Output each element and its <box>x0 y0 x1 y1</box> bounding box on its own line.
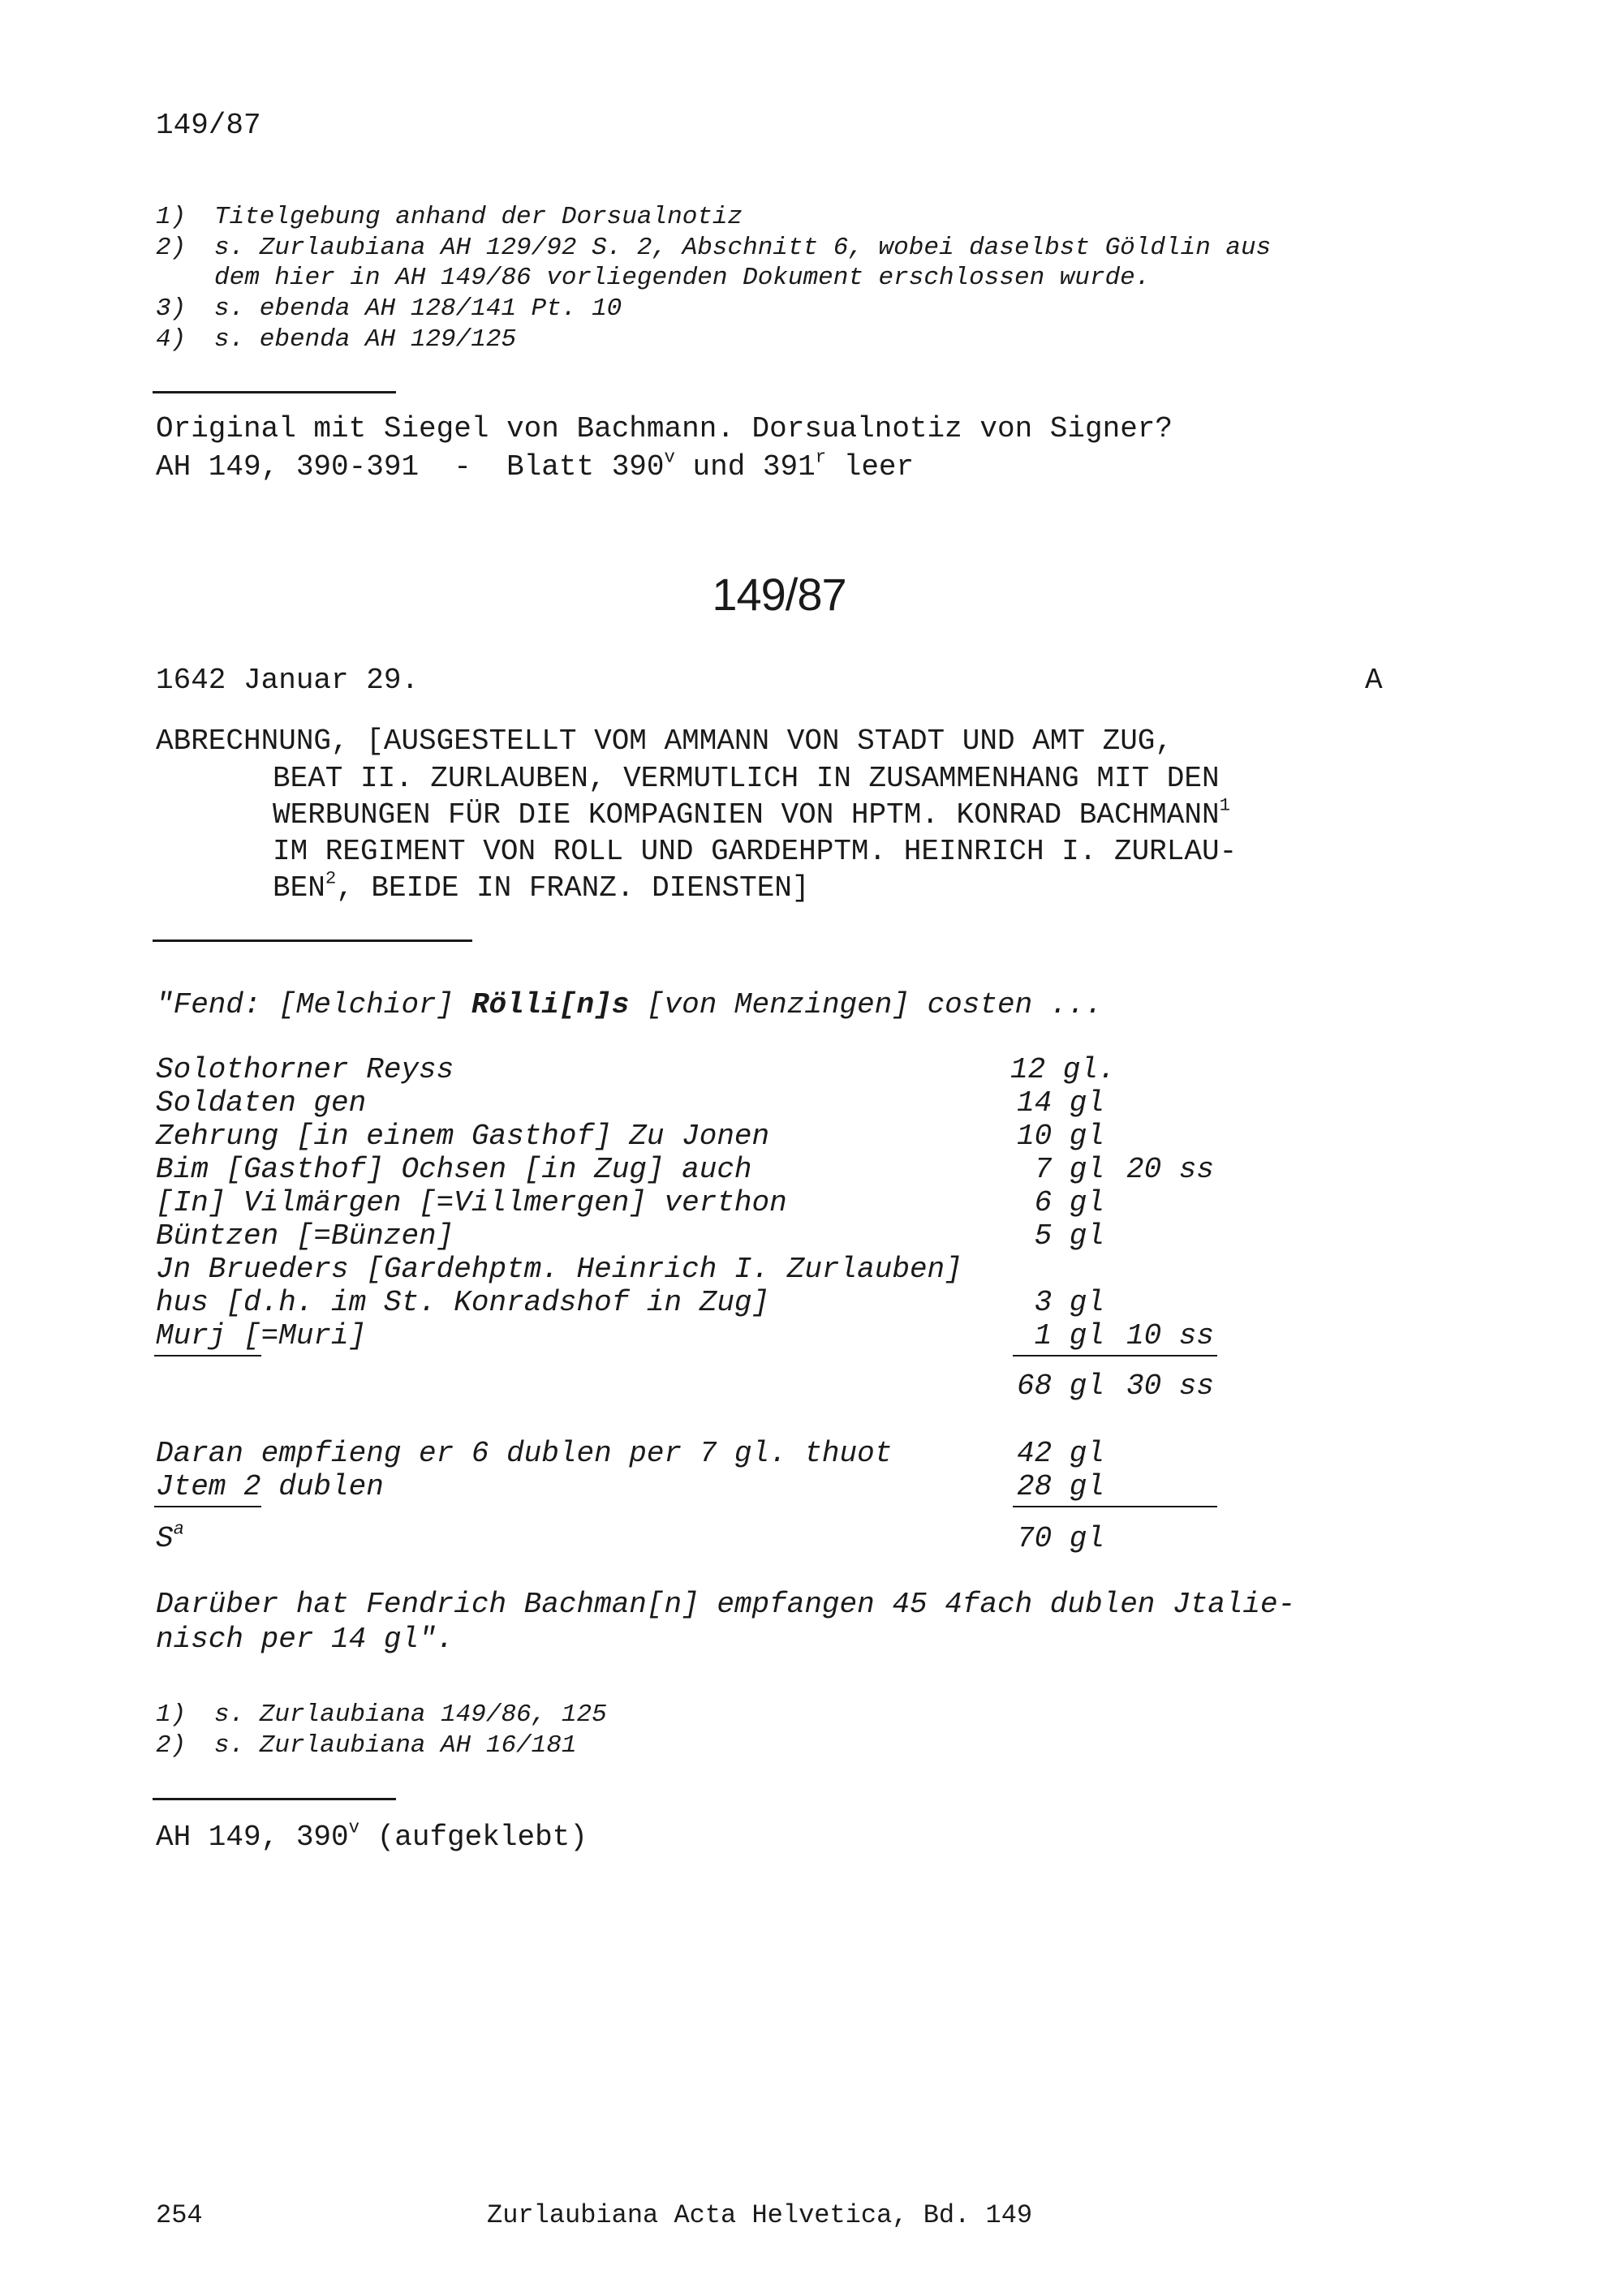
title-line: WERBUNGEN FÜR DIE KOMPAGNIEN VON HPTM. KONRAD BACHMANN$^1$ <box>273 794 1230 832</box>
document-number-heading: 149/87 <box>712 569 846 620</box>
title-line: IM REGIMENT VON ROLL UND GARDEHPTM. HEINRICH I. ZURLAU- <box>273 835 1238 868</box>
title-line: ABRECHNUNG, [AUSGESTELLT VOM AMMANN VON STADT UND AMT ZUG, <box>156 724 1173 758</box>
archive-note: Original mit Siegel von Bachmann. Dorsualnotiz von Signer? <box>156 412 1173 445</box>
footnote-number: 2) <box>156 234 187 262</box>
ledger-row: hus [d.h. im St. Konradshof in Zug] 3 gl <box>156 1286 1104 1319</box>
ledger-sum-rule <box>1013 1355 1217 1357</box>
footnote-text: Titelgebung anhand der Dorsualnotiz <box>214 203 743 231</box>
ledger-row: Büntzen [=Bünzen] 5 gl <box>156 1219 1104 1253</box>
ledger-row: Zehrung [in einem Gasthof] Zu Jonen 10 gl <box>156 1120 1104 1153</box>
ledger-row: Solothorner Reyss 12 gl. <box>156 1053 1116 1086</box>
footnote-text: s. ebenda AH 128/141 Pt. 10 <box>214 295 622 323</box>
footnote-text: s. ebenda AH 129/125 <box>214 325 517 354</box>
footnote-text: dem hier in AH 149/86 vorliegenden Dokument erschlossen wurde. <box>214 264 1151 292</box>
received-row: Daran empfieng er 6 dublen per 7 gl. thuot 42 gl <box>156 1437 1104 1470</box>
page-number: 254 <box>156 2200 203 2230</box>
ledger-row: Murj [=Muri] 1 gl 10 ss <box>156 1319 1215 1352</box>
series-title: Zurlaubiana Acta Helvetica, Bd. 149 <box>487 2200 1033 2230</box>
footnote-number: 1) <box>156 1701 187 1729</box>
ledger-row: Bim [Gasthof] Ochsen [in Zug] auch 7 gl 20 ss <box>156 1153 1215 1186</box>
footnote-number: 2) <box>156 1731 187 1760</box>
title-line: BEN$^2$, BEIDE IN FRANZ. DIENSTEN] <box>273 867 810 905</box>
footnote-text: s. Zurlaubiana 149/86, 125 <box>214 1701 607 1729</box>
title-line: BEAT II. ZURLAUBEN, VERMUTLICH IN ZUSAMMENHANG MIT DEN <box>273 762 1220 795</box>
ledger-subtotal: 68 gl 30 ss <box>1016 1369 1215 1403</box>
previous-doc-ref: 149/87 <box>156 109 261 142</box>
footnote-number: 1) <box>156 203 187 231</box>
footnote-text: s. Zurlaubiana AH 16/181 <box>214 1731 577 1760</box>
ledger-row: Soldaten gen 14 gl <box>156 1086 1104 1120</box>
archive-reference: AH 149, 390-391 - Blatt 390$^v$ und 391$^r$ leer <box>156 446 915 484</box>
closing-text-line: Darüber hat Fendrich Bachman[n] empfangen 45 4fach dublen Jtalie- <box>156 1588 1296 1621</box>
ledger-left-rule <box>154 1355 261 1357</box>
footnote-number: 4) <box>156 325 187 354</box>
closing-text-line: nisch per 14 gl". <box>156 1623 454 1656</box>
footnote-text: s. Zurlaubiana AH 129/92 S. 2, Abschnitt 6, wobei daselbst Göldlin aus <box>214 234 1272 262</box>
received-row: Jtem 2 dublen 28 gl <box>156 1470 1104 1503</box>
footnote-rule <box>153 391 396 393</box>
footnote-number: 3) <box>156 295 187 323</box>
received-left-rule <box>154 1506 261 1507</box>
quote-opening: "Fend: [Melchior] Rölli[n]s [von Menzingen] costen ... <box>156 988 1103 1021</box>
document-letter: A <box>1365 664 1383 697</box>
title-rule <box>153 939 472 942</box>
received-sum-rule <box>1013 1506 1217 1507</box>
source-reference: AH 149, 390$^v$ (aufgeklebt) <box>156 1817 588 1854</box>
ledger-row: [In] Vilmärgen [=Villmergen] verthon 6 gl <box>156 1186 1104 1219</box>
footnote-rule <box>153 1798 396 1800</box>
received-total: $S^a$ 70 gl <box>156 1518 1104 1555</box>
ledger-row: Jn Brueders [Gardehptm. Heinrich I. Zurlauben] <box>156 1253 962 1286</box>
document-date: 1642 Januar 29. <box>156 664 420 697</box>
person-name: Rölli[n]s <box>471 988 630 1021</box>
